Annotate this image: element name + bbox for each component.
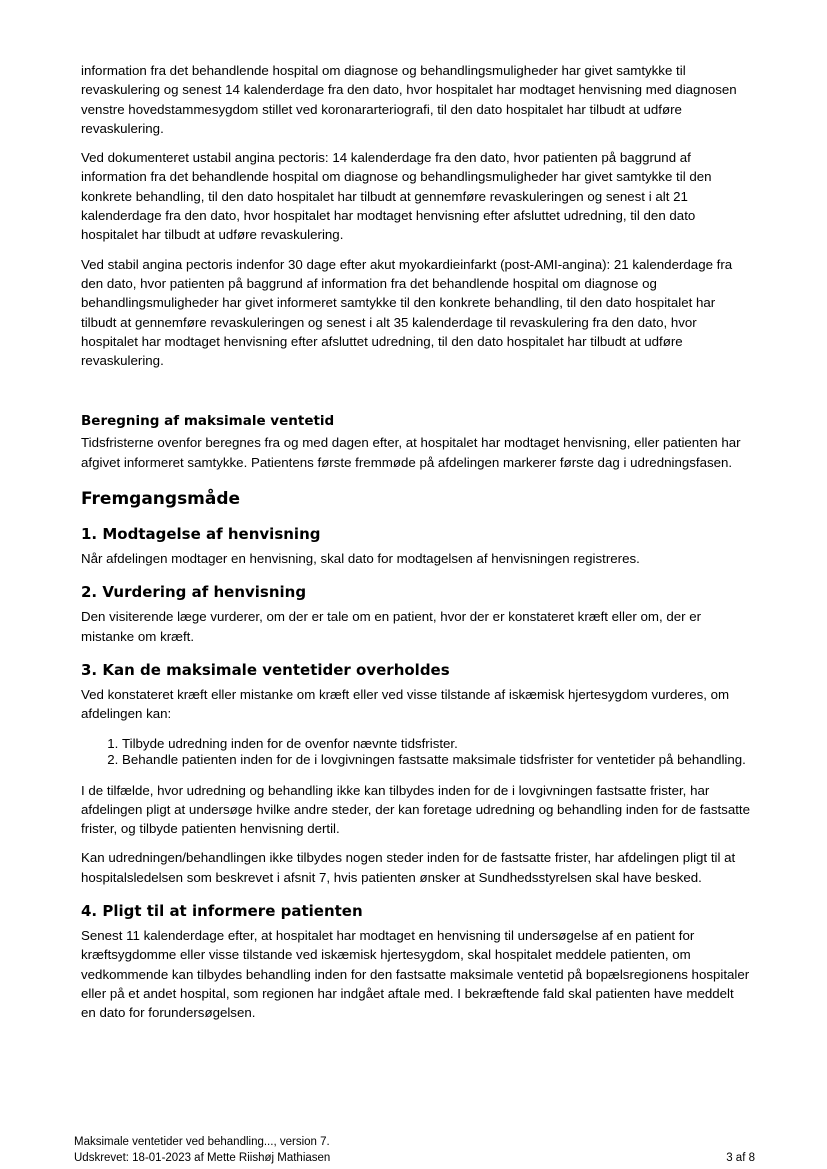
section-2-text: Den visiterende læge vurderer, om der er tale om en patient, hvor der er konstateret kræft eller om, der er mistanke om kræft.: [81, 609, 702, 644]
section-1: [81, 524, 751, 568]
section-1-text: Når afdelingen modtager en henvisning, skal dato for modtagelsen af henvisningen registreres.: [81, 551, 640, 567]
section-1-heading: 1. Modtagelse af henvisning: [81, 525, 321, 544]
section-3-paragraph-3: Kan udredningen/behandlingen ikke tilbydes nogen steder inden for de fastsatte frister, har afdelingen pligt til at hospitalsledelsen som beskrevet i afsnit 7, hvis patienten ønsker at Sundhedsstyrelsen skal have besked.: [81, 850, 736, 885]
section-4: [81, 901, 751, 1022]
section-4-heading: 4. Pligt til at informere patienten: [81, 902, 363, 921]
list-item: 1. Tilbyde udredning inden for de ovenfor nævnte tidsfrister.: [122, 736, 751, 753]
section-2-heading: 2. Vurdering af henvisning: [81, 583, 307, 602]
footer-document-title: Maksimale ventetider ved behandling..., version 7.: [74, 1136, 330, 1148]
spacer: [81, 380, 751, 412]
section-4-text: Senest 11 kalenderdage efter, at hospitalet har modtaget en henvisning til undersøgelse af en patient for kræftsygdomme eller visse tilstande ved iskæmisk hjertesygdom, skal hospitalet meddele patienten, om vedkommende kan tilbydes behandling inden for den fastsatte maksimale ventetid på bopælsregionens hospitaler eller på et andet hospital, som regionen har indgået aftale med. I bekræftende fald skal patienten have meddelt en dato for forundersøgelsen.: [81, 928, 750, 1021]
calc-text: Tidsfristerne ovenfor beregnes fra og med dagen efter, at hospitalet har modtaget henvisning, eller patienten har afgivet informeret samtykke. Patientens første fremmøde på afdelingen markerer første dag i udredningsfasen.: [81, 435, 741, 470]
document-body: [81, 61, 751, 1037]
section-3-paragraph-2: I de tilfælde, hvor udredning og behandling ikke kan tilbydes inden for de i lovgivningen fastsatte frister, har afdelingen pligt at undersøge hvilke andre steder, der kan foretage udredning og behandling inden for de fastsatte frister, og tilbyde patienten henvisning dertil.: [81, 782, 751, 837]
calc-heading: Beregning af maksimale ventetid: [81, 413, 335, 430]
section-2: [81, 582, 751, 646]
paragraph-top-3: Ved stabil angina pectoris indenfor 30 dage efter akut myokardieinfarkt (post-AMI-angina): 21 kalenderdage fra den dato, hvor patienten på baggrund af information fra det behandlende hospital om diagnose og behandlingsmuligheder har givet informeret samtykke til den konkrete behandling, til den dato hospitalet har tilbudt at gennemføre revaskuleringen og senest i alt 35 kalenderdage til revaskulering fra den dato, hvor hospitalet har modtaget henvisning efter afsluttet udredning, til den dato hospitalet har tilbudt at udføre revaskulering.: [81, 256, 733, 369]
paragraph-top-2: Ved dokumenteret ustabil angina pectoris: 14 kalenderdage fra den dato, hvor patienten på baggrund af information fra det behandlende hospital om diagnose og behandlingsmuligheder har givet samtykke til den konkrete behandling, til den dato hospitalet har tilbudt at gennemføre revaskuleringen og senest i alt 21 kalenderdage fra den dato, hvor hospitalet har modtaget henvisning efter afsluttet udredning, til den dato hospitalet har tilbudt at udføre revaskulering.: [81, 150, 712, 243]
procedure-heading: Fremgangsmåde: [81, 489, 241, 510]
footer-printed-by: Udskrevet: 18-01-2023 af Mette Riishøj Mathiasen: [74, 1152, 331, 1164]
list-item: 2. Behandle patienten inden for de i lovgivningen fastsatte maksimale tidsfrister for ventetider på behandling.: [122, 752, 751, 769]
paragraph-top-1: information fra det behandlende hospital om diagnose og behandlingsmuligheder har givet samtykke til revaskulering og senest 14 kalenderdage fra den dato, hvor hospitalet har modtaget henvisning med diagnosen venstre hovedstammesygdom stillet ved koronararteriografi, til den dato hospitalet har tilbudt at udføre revaskulering.: [81, 63, 737, 136]
section-3-list: [81, 736, 751, 769]
page-footer: [74, 1134, 755, 1166]
section-3-intro: Ved konstateret kræft eller mistanke om kræft eller ved visse tilstande af iskæmisk hjertesygdom vurderes, om afdelingen kan:: [81, 686, 730, 722]
section-3-heading: 3. Kan de maksimale ventetider overholdes: [81, 660, 450, 679]
page-number: 3 af 8: [726, 1152, 755, 1164]
section-3: [81, 660, 751, 887]
